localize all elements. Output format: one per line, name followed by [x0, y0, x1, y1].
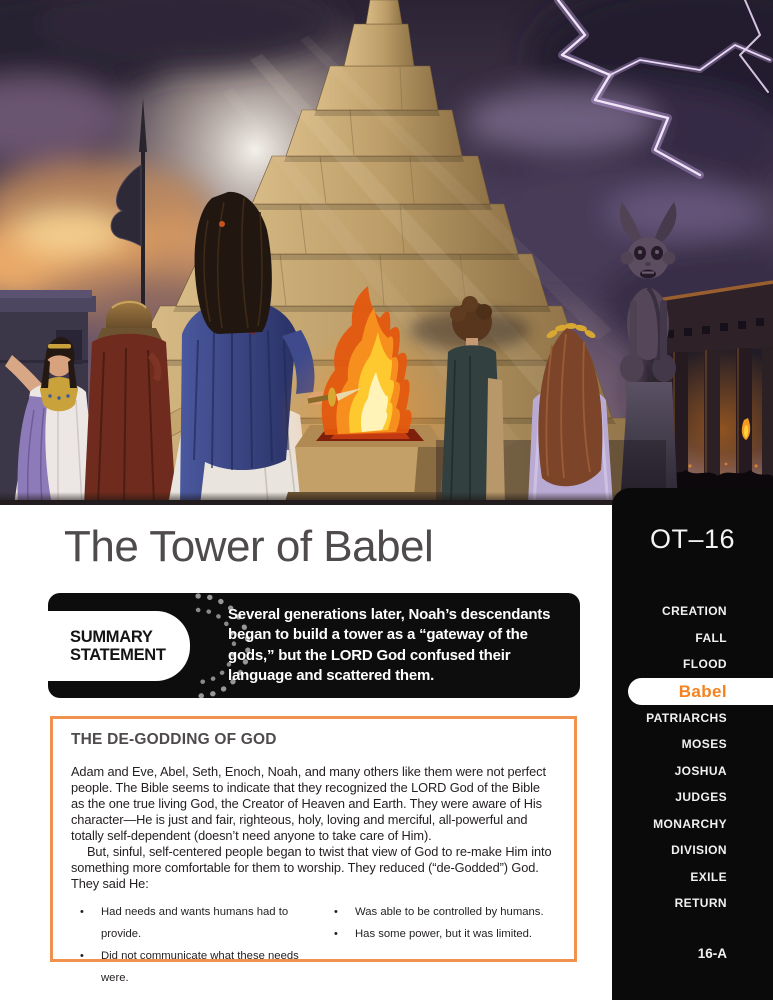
- bullet-item: • Did not communicate what these needs were.: [71, 945, 325, 989]
- section-paragraph-1: Adam and Eve, Abel, Seth, Enoch, Noah, and many others like them were not perfect people. The Bible seems to indicate that they recognized the LORD God of the Bible as the one true living God, the Creator of Heaven and Earth. They were aware of His character—He is just and fair, righteous, holy, loving and merciful, all-powerful and totally self-dependent (doesn’t need anyone to take care of Him).: [71, 764, 546, 843]
- page-title: The Tower of Babel: [64, 522, 434, 571]
- sidebar-item-flood: FLOOD: [683, 657, 727, 671]
- sidebar-item-babel: Babel: [628, 678, 773, 705]
- sidebar-item-patriarchs: PATRIARCHS: [646, 710, 727, 725]
- summary-label-line2: STATEMENT: [70, 646, 166, 664]
- sidebar-item-judges: JUDGES: [675, 790, 727, 804]
- sidebar-item-creation: CREATION: [662, 604, 727, 618]
- page-reference: 16-A: [697, 946, 727, 961]
- summary-label-line1: SUMMARY: [70, 627, 153, 646]
- bullet-item: • Had needs and wants humans had to provide.: [71, 901, 325, 945]
- bullet-list-left: [71, 901, 325, 989]
- summary-statement-label: [48, 611, 190, 681]
- sidebar-item-exile: EXILE: [690, 869, 727, 884]
- bullet-item: • Has some power, but it was limited.: [325, 923, 556, 945]
- sidebar-item-return: RETURN: [674, 896, 727, 910]
- sidebar-item-monarchy: MONARCHY: [653, 816, 727, 831]
- bullet-list-right: [325, 901, 556, 989]
- chapter-sidebar: [612, 488, 773, 1000]
- sidebar-item-division: DIVISION: [671, 843, 727, 857]
- section-paragraph-2: But, sinful, self-centered people began to twist that view of God to re-make Him into something more comfortable for them to worship. They reduced (“de-Godded”) God. They said He:: [71, 844, 552, 891]
- summary-statement-box: [48, 593, 580, 698]
- sidebar-nav: [612, 598, 773, 917]
- bullet-columns: [71, 901, 556, 989]
- sidebar-item-fall: FALL: [695, 630, 727, 645]
- section-box: [50, 716, 577, 984]
- sidebar-item-joshua: JOSHUA: [674, 763, 727, 778]
- section-heading: THE DE-GODDING OF GOD: [71, 731, 277, 748]
- summary-statement-text: Several generations later, Noah’s descendants began to build a tower as a “gateway of the gods,” but the LORD God confused their language and scattered them.: [228, 605, 551, 684]
- sidebar-item-moses: MOSES: [681, 737, 727, 751]
- bullet-item: • Was able to be controlled by humans.: [325, 901, 556, 923]
- lesson-code: OT–16: [649, 524, 736, 554]
